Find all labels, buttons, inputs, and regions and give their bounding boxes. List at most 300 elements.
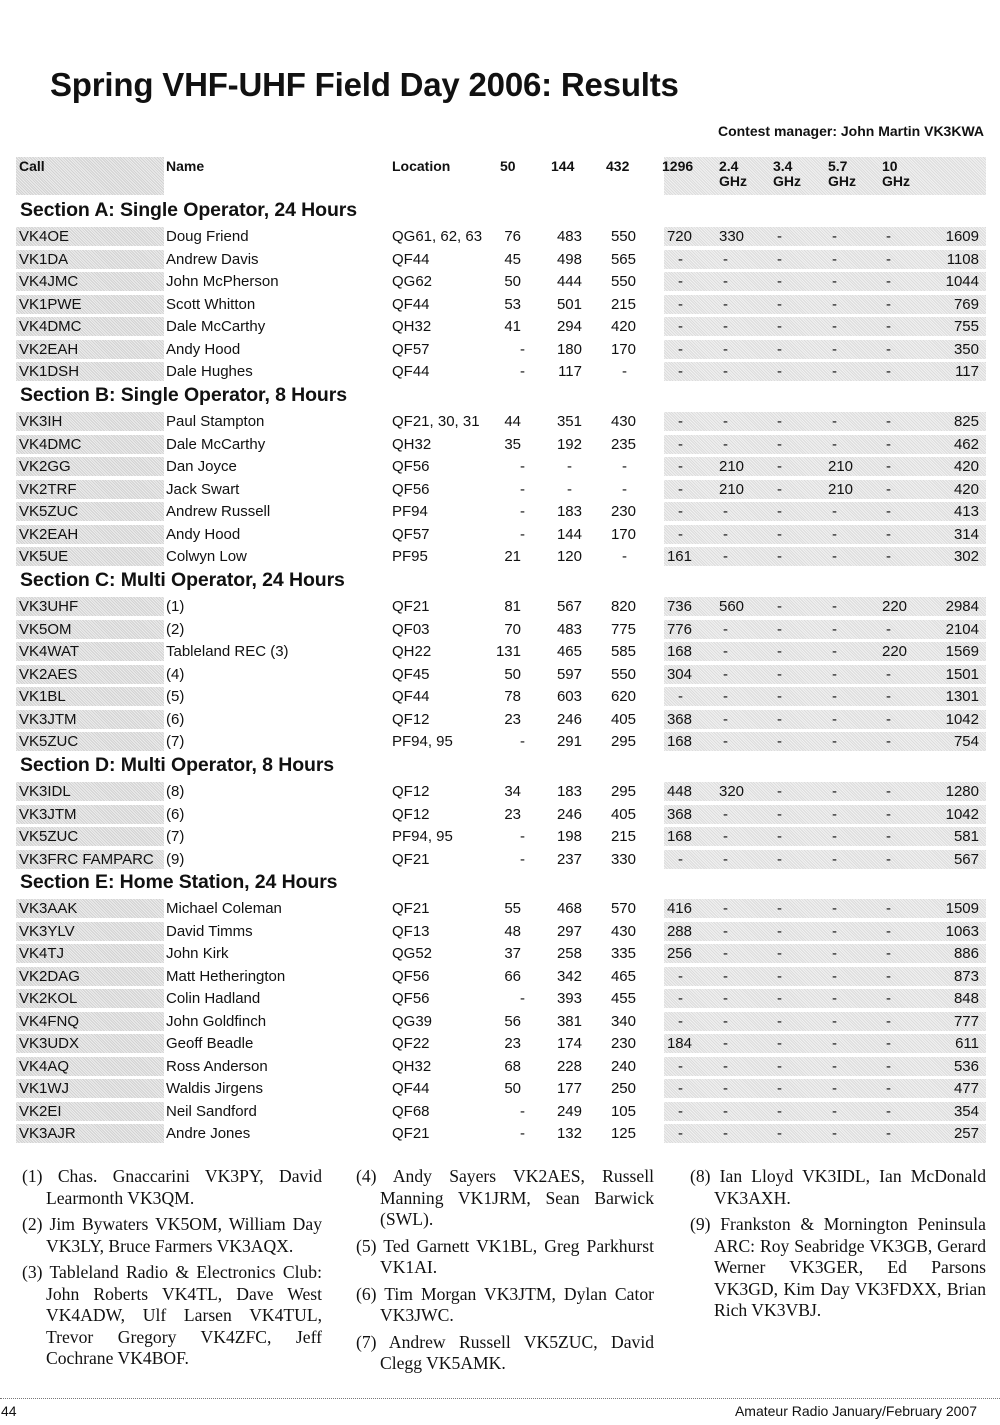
cell-144mhz: 258 <box>556 945 582 962</box>
contest-manager: Contest manager: John Martin VK3KWA <box>717 123 984 139</box>
cell-5-7ghz: - <box>832 620 837 638</box>
cell-3-4ghz: - <box>777 525 782 543</box>
cell-2-4ghz: - <box>723 318 728 335</box>
table-row <box>16 434 986 455</box>
cell-location: QF12 <box>392 710 430 728</box>
cell-432mhz: 455 <box>610 990 636 1007</box>
cell-432mhz: 105 <box>610 1102 636 1120</box>
cell-3-4ghz: - <box>777 1012 782 1030</box>
band-cell-shade <box>664 227 986 246</box>
cell-5-7ghz: - <box>832 665 837 683</box>
cell-call: VK1DSH <box>19 363 80 380</box>
cell-50mhz: 70 <box>504 620 521 638</box>
cell-10ghz: - <box>886 900 891 917</box>
cell-1296mhz: 776 <box>666 620 692 638</box>
cell-5-7ghz: 210 <box>828 458 854 475</box>
band-cell-shade <box>664 944 986 963</box>
table-row <box>16 943 986 964</box>
cell-total: 2984 <box>945 598 979 615</box>
cell-2-4ghz: - <box>723 340 728 358</box>
cell-50mhz: 41 <box>504 318 521 335</box>
cell-name: Tableland REC (3) <box>166 643 289 660</box>
band-cell-shade <box>664 1102 986 1121</box>
cell-10ghz: - <box>886 733 891 750</box>
cell-location: QF03 <box>392 620 430 638</box>
cell-10ghz: - <box>886 1057 891 1075</box>
cell-10ghz: - <box>886 435 891 453</box>
cell-call: VK3IDL <box>19 783 71 800</box>
cell-3-4ghz: - <box>777 922 782 940</box>
table-row <box>16 709 986 730</box>
cell-3-4ghz: - <box>777 458 782 475</box>
cell-name: Michael Coleman <box>166 900 282 917</box>
cell-name: John McPherson <box>166 273 279 290</box>
cell-total: 567 <box>953 850 979 868</box>
cell-total: 477 <box>953 1080 979 1097</box>
cell-432mhz: 565 <box>610 250 636 268</box>
cell-50mhz: 50 <box>504 665 521 683</box>
cell-10ghz: - <box>886 783 891 800</box>
cell-144mhz: 192 <box>556 435 582 453</box>
cell-5-7ghz: - <box>832 967 837 985</box>
cell-10ghz: - <box>886 503 891 520</box>
cell-total: 1108 <box>946 250 979 268</box>
footnotes-col-1 <box>22 1166 322 1375</box>
cell-50mhz: 50 <box>504 1080 521 1097</box>
cell-call: VK2TRF <box>19 480 77 498</box>
cell-total: 2104 <box>945 620 979 638</box>
table-row <box>16 988 986 1009</box>
cell-2-4ghz: - <box>723 1057 728 1075</box>
table-row <box>16 294 986 315</box>
cell-name: (6) <box>166 805 185 823</box>
cell-432mhz: 330 <box>610 850 636 868</box>
cell-location: QF56 <box>392 967 430 985</box>
cell-2-4ghz: - <box>723 828 728 845</box>
cell-call: VK5UE <box>19 548 69 565</box>
header-432mhz: 432 <box>606 158 630 174</box>
cell-1296mhz: 168 <box>666 643 692 660</box>
cell-1296mhz: - <box>678 990 683 1007</box>
cell-50mhz: 78 <box>504 688 521 705</box>
cell-10ghz: - <box>886 1102 891 1120</box>
cell-144mhz: 342 <box>556 967 582 985</box>
cell-2-4ghz: - <box>723 665 728 683</box>
cell-432mhz: 405 <box>610 710 636 728</box>
cell-name: Andy Hood <box>166 525 241 543</box>
cell-3-4ghz: - <box>777 665 782 683</box>
cell-3-4ghz: - <box>777 1057 782 1075</box>
cell-call: VK4FNQ <box>19 1012 80 1030</box>
band-cell-shade <box>664 850 986 869</box>
cell-144mhz: 132 <box>556 1125 582 1142</box>
cell-1296mhz: - <box>678 503 683 520</box>
cell-1296mhz: 304 <box>666 665 692 683</box>
header-1296mhz: 1296 <box>662 158 694 174</box>
cell-location: QF68 <box>392 1102 430 1120</box>
cell-call: VK3FRC FAMPARC <box>19 850 154 868</box>
cell-total: 848 <box>953 990 979 1007</box>
cell-call: VK4TJ <box>19 945 65 962</box>
cell-total: 420 <box>953 458 979 475</box>
cell-2-4ghz: - <box>723 1080 728 1097</box>
table-row <box>16 411 986 432</box>
cell-call: VK5OM <box>19 620 72 638</box>
cell-144mhz: - <box>567 458 572 475</box>
cell-144mhz: 120 <box>556 548 582 565</box>
cell-10ghz: - <box>886 318 891 335</box>
cell-2-4ghz: - <box>723 643 728 660</box>
cell-50mhz: - <box>520 525 525 543</box>
cell-2-4ghz: - <box>723 273 728 290</box>
band-cell-shade <box>664 502 986 521</box>
cell-432mhz: - <box>622 548 627 565</box>
cell-144mhz: 291 <box>556 733 582 750</box>
cell-2-4ghz: - <box>723 503 728 520</box>
cell-location: QG62 <box>392 273 433 290</box>
footnote: (7) Andrew Russell VK5ZUC, David Clegg VK5AMK. <box>356 1331 654 1373</box>
cell-432mhz: 170 <box>610 525 636 543</box>
cell-50mhz: 81 <box>504 598 521 615</box>
cell-1296mhz: - <box>678 250 683 268</box>
cell-2-4ghz: - <box>723 967 728 985</box>
cell-3-4ghz: - <box>777 733 782 750</box>
cell-2-4ghz: 330 <box>719 228 745 245</box>
cell-3-4ghz: - <box>777 990 782 1007</box>
cell-1296mhz: 368 <box>666 710 692 728</box>
cell-1296mhz: 448 <box>666 783 692 800</box>
cell-call: VK4AQ <box>19 1057 70 1075</box>
cell-2-4ghz: - <box>723 990 728 1007</box>
cell-432mhz: 420 <box>610 318 636 335</box>
cell-50mhz: - <box>520 1125 525 1142</box>
cell-3-4ghz: - <box>777 273 782 290</box>
cell-50mhz: - <box>520 990 525 1007</box>
cell-432mhz: 340 <box>610 1012 636 1030</box>
cell-5-7ghz: - <box>832 1057 837 1075</box>
cell-location: QH32 <box>392 1057 432 1075</box>
cell-432mhz: 125 <box>610 1125 636 1142</box>
cell-10ghz: - <box>886 525 891 543</box>
cell-5-7ghz: - <box>832 828 837 845</box>
section-title: Section A: Single Operator, 24 Hours <box>20 199 358 221</box>
cell-2-4ghz: - <box>723 733 728 750</box>
cell-name: (5) <box>166 688 185 705</box>
band-cell-shade <box>664 782 986 801</box>
cell-3-4ghz: - <box>777 805 782 823</box>
cell-3-4ghz: - <box>777 228 782 245</box>
cell-10ghz: - <box>886 990 891 1007</box>
cell-name: Colin Hadland <box>166 990 261 1007</box>
cell-3-4ghz: - <box>777 643 782 660</box>
cell-1296mhz: 168 <box>666 733 692 750</box>
cell-10ghz: - <box>886 413 891 430</box>
cell-2-4ghz: - <box>723 295 728 313</box>
cell-location: PF94, 95 <box>392 828 453 845</box>
table-row <box>16 826 986 847</box>
cell-name: Andy Hood <box>166 340 241 358</box>
cell-call: VK3JTM <box>19 805 77 823</box>
cell-144mhz: 381 <box>556 1012 582 1030</box>
header-2-4ghz: 2.4 GHz <box>719 158 747 189</box>
cell-total: 462 <box>953 435 979 453</box>
table-row <box>16 1123 986 1144</box>
cell-432mhz: 170 <box>610 340 636 358</box>
cell-call: VK3IH <box>19 413 63 430</box>
cell-1296mhz: - <box>678 340 683 358</box>
cell-432mhz: 235 <box>610 435 636 453</box>
cell-location: PF94 <box>392 503 428 520</box>
cell-2-4ghz: - <box>723 922 728 940</box>
cell-10ghz: 220 <box>882 598 908 615</box>
cell-3-4ghz: - <box>777 598 782 615</box>
cell-call: VK5ZUC <box>19 828 79 845</box>
band-cell-shade <box>664 317 986 336</box>
cell-name: Andrew Davis <box>166 250 259 268</box>
cell-10ghz: - <box>886 850 891 868</box>
cell-location: QF44 <box>392 1080 430 1097</box>
band-cell-shade <box>664 1079 986 1098</box>
cell-total: 769 <box>953 295 979 313</box>
cell-432mhz: 215 <box>610 828 636 845</box>
cell-name: Neil Sandford <box>166 1102 257 1120</box>
cell-location: QF13 <box>392 922 430 940</box>
band-cell-shade <box>664 412 986 431</box>
cell-10ghz: - <box>886 480 891 498</box>
cell-3-4ghz: - <box>777 1102 782 1120</box>
cell-5-7ghz: - <box>832 228 837 245</box>
cell-144mhz: 180 <box>556 340 582 358</box>
cell-1296mhz: - <box>678 850 683 868</box>
cell-call: VK3AAK <box>19 900 78 917</box>
cell-50mhz: 21 <box>504 548 521 565</box>
cell-3-4ghz: - <box>777 1080 782 1097</box>
cell-1296mhz: 184 <box>666 1035 692 1052</box>
cell-5-7ghz: - <box>832 1080 837 1097</box>
cell-3-4ghz: - <box>777 363 782 380</box>
cell-10ghz: 220 <box>882 643 908 660</box>
cell-location: QF57 <box>392 525 430 543</box>
cell-432mhz: 335 <box>610 945 636 962</box>
cell-5-7ghz: - <box>832 318 837 335</box>
band-column-shade <box>664 157 986 195</box>
cell-total: 1280 <box>945 783 979 800</box>
band-cell-shade <box>664 340 986 359</box>
cell-location: QH32 <box>392 318 432 335</box>
cell-432mhz: 405 <box>610 805 636 823</box>
cell-432mhz: 430 <box>610 922 636 940</box>
cell-432mhz: 820 <box>610 598 636 615</box>
cell-location: QF21 <box>392 1125 430 1142</box>
cell-total: 1301 <box>945 688 979 705</box>
table-row <box>16 339 986 360</box>
cell-location: QG39 <box>392 1012 433 1030</box>
cell-call: VK2EAH <box>19 525 79 543</box>
cell-432mhz: 295 <box>610 733 636 750</box>
cell-1296mhz: - <box>678 458 683 475</box>
cell-2-4ghz: - <box>723 1125 728 1142</box>
cell-total: 350 <box>953 340 979 358</box>
cell-1296mhz: 736 <box>666 598 692 615</box>
section-title: Section C: Multi Operator, 24 Hours <box>20 569 345 591</box>
cell-call: VK4DMC <box>19 318 82 335</box>
cell-50mhz: 50 <box>504 273 521 290</box>
band-cell-shade <box>664 922 986 941</box>
cell-432mhz: 550 <box>610 665 636 683</box>
band-cell-shade <box>664 805 986 824</box>
table-row <box>16 804 986 825</box>
band-cell-shade <box>664 250 986 269</box>
header-call: Call <box>19 158 45 174</box>
cell-2-4ghz: - <box>723 688 728 705</box>
cell-1296mhz: - <box>678 363 683 380</box>
cell-144mhz: 198 <box>556 828 582 845</box>
header-name: Name <box>166 158 205 174</box>
cell-144mhz: 483 <box>556 228 582 245</box>
table-row <box>16 898 986 919</box>
cell-432mhz: - <box>622 480 627 498</box>
cell-10ghz: - <box>886 228 891 245</box>
cell-1296mhz: - <box>678 525 683 543</box>
cell-144mhz: 117 <box>558 363 582 380</box>
cell-name: Colwyn Low <box>166 548 247 565</box>
band-cell-shade <box>664 1124 986 1143</box>
cell-50mhz: - <box>520 458 525 475</box>
cell-1296mhz: 168 <box>666 828 692 845</box>
cell-location: QF21 <box>392 598 430 615</box>
cell-total: 1609 <box>945 228 979 245</box>
cell-2-4ghz: - <box>723 525 728 543</box>
cell-2-4ghz: - <box>723 1012 728 1030</box>
cell-2-4ghz: - <box>723 620 728 638</box>
cell-432mhz: - <box>622 363 627 380</box>
cell-144mhz: 297 <box>556 922 582 940</box>
cell-location: PF95 <box>392 548 428 565</box>
cell-50mhz: 66 <box>504 967 521 985</box>
cell-total: 581 <box>953 828 979 845</box>
cell-144mhz: 483 <box>556 620 582 638</box>
cell-50mhz: - <box>520 340 525 358</box>
cell-50mhz: - <box>520 1102 525 1120</box>
cell-10ghz: - <box>886 1125 891 1142</box>
cell-name: (1) <box>166 598 185 615</box>
cell-50mhz: 23 <box>504 1035 521 1052</box>
cell-name: Dan Joyce <box>166 458 237 475</box>
cell-144mhz: 603 <box>556 688 582 705</box>
table-row <box>16 1101 986 1122</box>
cell-location: QF21 <box>392 900 430 917</box>
cell-144mhz: 465 <box>556 643 582 660</box>
cell-name: John Goldfinch <box>166 1012 267 1030</box>
cell-50mhz: 35 <box>504 435 521 453</box>
table-row <box>16 271 986 292</box>
cell-144mhz: - <box>567 480 572 498</box>
cell-3-4ghz: - <box>777 688 782 705</box>
band-cell-shade <box>664 272 986 291</box>
table-row <box>16 456 986 477</box>
cell-2-4ghz: - <box>723 900 728 917</box>
cell-3-4ghz: - <box>777 1035 782 1052</box>
cell-5-7ghz: - <box>832 340 837 358</box>
cell-name: (2) <box>166 620 185 638</box>
band-cell-shade <box>664 295 986 314</box>
cell-144mhz: 498 <box>556 250 582 268</box>
cell-1296mhz: 288 <box>666 922 692 940</box>
table-row <box>16 664 986 685</box>
cell-50mhz: - <box>520 363 525 380</box>
cell-3-4ghz: - <box>777 850 782 868</box>
cell-3-4ghz: - <box>777 413 782 430</box>
cell-name: (4) <box>166 665 185 683</box>
cell-3-4ghz: - <box>777 318 782 335</box>
cell-10ghz: - <box>886 665 891 683</box>
header-5-7ghz: 5.7 GHz <box>828 158 856 189</box>
cell-50mhz: - <box>520 503 525 520</box>
cell-10ghz: - <box>886 688 891 705</box>
header-10ghz: 10 GHz <box>882 158 910 189</box>
table-row <box>16 1011 986 1032</box>
cell-call: VK2KOL <box>19 990 78 1007</box>
cell-5-7ghz: - <box>832 945 837 962</box>
cell-144mhz: 183 <box>556 503 582 520</box>
band-cell-shade <box>664 435 986 454</box>
table-row <box>16 849 986 870</box>
cell-total: 1042 <box>945 805 979 823</box>
cell-2-4ghz: - <box>723 710 728 728</box>
header-location: Location <box>392 158 451 174</box>
footer-rule <box>0 1398 1000 1399</box>
table-row <box>16 1078 986 1099</box>
cell-144mhz: 468 <box>556 900 582 917</box>
cell-location: QF44 <box>392 363 430 380</box>
cell-50mhz: 44 <box>504 413 521 430</box>
cell-3-4ghz: - <box>777 900 782 917</box>
cell-1296mhz: 256 <box>666 945 692 962</box>
cell-location: QF57 <box>392 340 430 358</box>
cell-10ghz: - <box>886 945 891 962</box>
cell-5-7ghz: - <box>832 688 837 705</box>
table-row <box>16 921 986 942</box>
band-cell-shade <box>664 620 986 639</box>
cell-10ghz: - <box>886 967 891 985</box>
cell-call: VK5ZUC <box>19 733 79 750</box>
cell-total: 354 <box>953 1102 979 1120</box>
table-row <box>16 361 986 382</box>
cell-10ghz: - <box>886 250 891 268</box>
page-title: Spring VHF-UHF Field Day 2006: Results <box>50 66 679 103</box>
cell-144mhz: 501 <box>556 295 582 313</box>
footnote: (5) Ted Garnett VK1BL, Greg Parkhurst VK1AI. <box>356 1235 654 1277</box>
cell-3-4ghz: - <box>777 620 782 638</box>
cell-name: (7) <box>166 828 185 845</box>
cell-call: VK1DA <box>19 250 69 268</box>
band-cell-shade <box>664 687 986 706</box>
cell-2-4ghz: - <box>723 945 728 962</box>
table-header <box>16 157 986 195</box>
cell-3-4ghz: - <box>777 828 782 845</box>
cell-location: QF12 <box>392 783 430 800</box>
table-row <box>16 501 986 522</box>
footnote: (3) Tableland Radio & Electronics Club: John Roberts VK4TL, Dave West VK4ADW, Ulf Larsen VK4TUL, Trevor Gregory VK4ZFC, Jeff Cochrane VK4BOF. <box>22 1262 322 1368</box>
band-cell-shade <box>664 1057 986 1076</box>
band-cell-shade <box>664 827 986 846</box>
cell-total: 314 <box>953 525 979 543</box>
cell-144mhz: 174 <box>556 1035 582 1052</box>
cell-name: (6) <box>166 710 185 728</box>
band-cell-shade <box>664 710 986 729</box>
cell-50mhz: 53 <box>504 295 521 313</box>
cell-call: VK1WJ <box>19 1080 70 1097</box>
